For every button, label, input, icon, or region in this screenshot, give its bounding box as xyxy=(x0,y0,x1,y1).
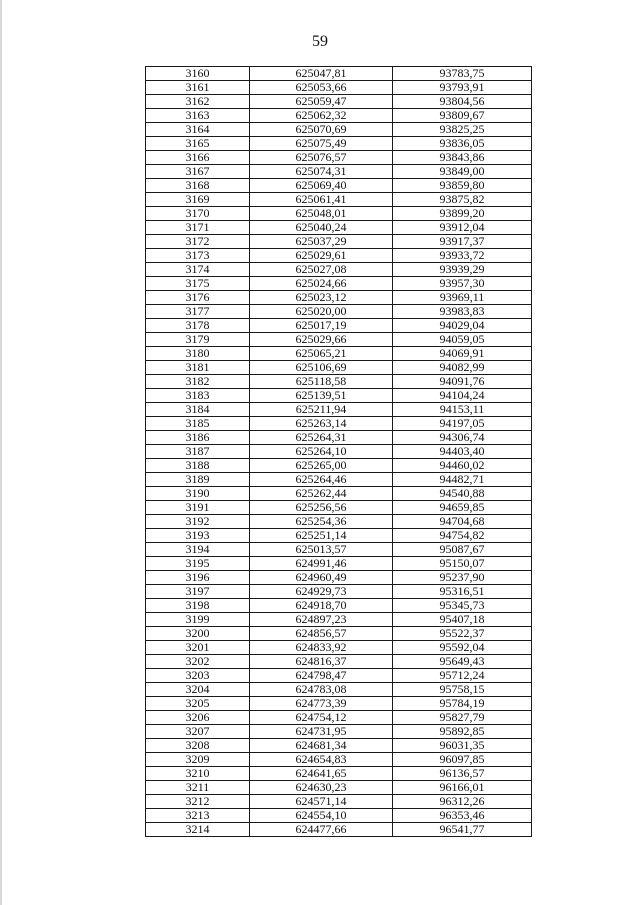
point-number-cell: 3175 xyxy=(146,277,250,291)
table-row xyxy=(146,655,532,669)
table-row xyxy=(146,543,532,557)
y-coordinate-cell: 94029,04 xyxy=(393,319,532,333)
table-row xyxy=(146,319,532,333)
point-number-cell: 3173 xyxy=(146,249,250,263)
point-number-cell: 3194 xyxy=(146,543,250,557)
x-coordinate-cell: 625265,00 xyxy=(250,459,393,473)
y-coordinate-cell: 96136,57 xyxy=(393,767,532,781)
x-coordinate-cell: 625059,47 xyxy=(250,95,393,109)
table-row xyxy=(146,375,532,389)
table-row xyxy=(146,151,532,165)
table-row xyxy=(146,641,532,655)
y-coordinate-cell: 96312,26 xyxy=(393,795,532,809)
point-number-cell: 3199 xyxy=(146,613,250,627)
x-coordinate-cell: 624960,49 xyxy=(250,571,393,585)
point-number-cell: 3212 xyxy=(146,795,250,809)
point-number-cell: 3195 xyxy=(146,557,250,571)
point-number-cell: 3176 xyxy=(146,291,250,305)
y-coordinate-cell: 93843,86 xyxy=(393,151,532,165)
table-row xyxy=(146,501,532,515)
point-number-cell: 3172 xyxy=(146,235,250,249)
x-coordinate-cell: 625139,51 xyxy=(250,389,393,403)
y-coordinate-cell: 95316,51 xyxy=(393,585,532,599)
table-row xyxy=(146,291,532,305)
point-number-cell: 3165 xyxy=(146,137,250,151)
x-coordinate-cell: 625020,00 xyxy=(250,305,393,319)
point-number-cell: 3193 xyxy=(146,529,250,543)
point-number-cell: 3196 xyxy=(146,571,250,585)
y-coordinate-cell: 94091,76 xyxy=(393,375,532,389)
y-coordinate-cell: 94069,91 xyxy=(393,347,532,361)
y-coordinate-cell: 94403,40 xyxy=(393,445,532,459)
x-coordinate-cell: 625264,46 xyxy=(250,473,393,487)
coordinates-table xyxy=(145,66,532,837)
y-coordinate-cell: 95592,04 xyxy=(393,641,532,655)
point-number-cell: 3164 xyxy=(146,123,250,137)
x-coordinate-cell: 625074,31 xyxy=(250,165,393,179)
table-row xyxy=(146,795,532,809)
table-row xyxy=(146,123,532,137)
x-coordinate-cell: 625013,57 xyxy=(250,543,393,557)
x-coordinate-cell: 625053,66 xyxy=(250,81,393,95)
point-number-cell: 3209 xyxy=(146,753,250,767)
table-row xyxy=(146,767,532,781)
y-coordinate-cell: 96541,77 xyxy=(393,823,532,837)
table-row xyxy=(146,781,532,795)
y-coordinate-cell: 93809,67 xyxy=(393,109,532,123)
y-coordinate-cell: 94306,74 xyxy=(393,431,532,445)
table-row xyxy=(146,347,532,361)
point-number-cell: 3214 xyxy=(146,823,250,837)
point-number-cell: 3174 xyxy=(146,263,250,277)
y-coordinate-cell: 93836,05 xyxy=(393,137,532,151)
y-coordinate-cell: 93849,00 xyxy=(393,165,532,179)
point-number-cell: 3181 xyxy=(146,361,250,375)
point-number-cell: 3213 xyxy=(146,809,250,823)
point-number-cell: 3202 xyxy=(146,655,250,669)
x-coordinate-cell: 624630,23 xyxy=(250,781,393,795)
y-coordinate-cell: 93939,29 xyxy=(393,263,532,277)
y-coordinate-cell: 94104,24 xyxy=(393,389,532,403)
table-row xyxy=(146,277,532,291)
x-coordinate-cell: 624929,73 xyxy=(250,585,393,599)
point-number-cell: 3204 xyxy=(146,683,250,697)
x-coordinate-cell: 625061,41 xyxy=(250,193,393,207)
page-number: 59 xyxy=(312,33,328,50)
y-coordinate-cell: 93983,83 xyxy=(393,305,532,319)
x-coordinate-cell: 625118,58 xyxy=(250,375,393,389)
table-row xyxy=(146,529,532,543)
x-coordinate-cell: 625048,01 xyxy=(250,207,393,221)
x-coordinate-cell: 624641,65 xyxy=(250,767,393,781)
y-coordinate-cell: 95892,85 xyxy=(393,725,532,739)
y-coordinate-cell: 93969,11 xyxy=(393,291,532,305)
y-coordinate-cell: 95087,67 xyxy=(393,543,532,557)
coordinates-table-body xyxy=(146,67,532,837)
x-coordinate-cell: 625037,29 xyxy=(250,235,393,249)
point-number-cell: 3160 xyxy=(146,67,250,81)
point-number-cell: 3166 xyxy=(146,151,250,165)
point-number-cell: 3208 xyxy=(146,739,250,753)
table-row xyxy=(146,137,532,151)
table-row xyxy=(146,305,532,319)
table-row xyxy=(146,235,532,249)
table-row xyxy=(146,739,532,753)
point-number-cell: 3184 xyxy=(146,403,250,417)
point-number-cell: 3187 xyxy=(146,445,250,459)
x-coordinate-cell: 625251,14 xyxy=(250,529,393,543)
table-row xyxy=(146,753,532,767)
y-coordinate-cell: 93917,37 xyxy=(393,235,532,249)
x-coordinate-cell: 625017,19 xyxy=(250,319,393,333)
point-number-cell: 3167 xyxy=(146,165,250,179)
point-number-cell: 3177 xyxy=(146,305,250,319)
table-row xyxy=(146,179,532,193)
y-coordinate-cell: 93804,56 xyxy=(393,95,532,109)
y-coordinate-cell: 95237,90 xyxy=(393,571,532,585)
point-number-cell: 3185 xyxy=(146,417,250,431)
y-coordinate-cell: 95345,73 xyxy=(393,599,532,613)
point-number-cell: 3169 xyxy=(146,193,250,207)
table-row xyxy=(146,165,532,179)
x-coordinate-cell: 624554,10 xyxy=(250,809,393,823)
table-row xyxy=(146,557,532,571)
x-coordinate-cell: 625023,12 xyxy=(250,291,393,305)
x-coordinate-cell: 625264,31 xyxy=(250,431,393,445)
y-coordinate-cell: 94082,99 xyxy=(393,361,532,375)
y-coordinate-cell: 94754,82 xyxy=(393,529,532,543)
y-coordinate-cell: 95649,43 xyxy=(393,655,532,669)
y-coordinate-cell: 94704,68 xyxy=(393,515,532,529)
x-coordinate-cell: 625075,49 xyxy=(250,137,393,151)
y-coordinate-cell: 94540,88 xyxy=(393,487,532,501)
table-row xyxy=(146,669,532,683)
x-coordinate-cell: 624798,47 xyxy=(250,669,393,683)
x-coordinate-cell: 625027,08 xyxy=(250,263,393,277)
x-coordinate-cell: 624918,70 xyxy=(250,599,393,613)
point-number-cell: 3200 xyxy=(146,627,250,641)
x-coordinate-cell: 625254,36 xyxy=(250,515,393,529)
y-coordinate-cell: 93859,80 xyxy=(393,179,532,193)
table-row xyxy=(146,613,532,627)
point-number-cell: 3183 xyxy=(146,389,250,403)
table-row xyxy=(146,627,532,641)
scan-edge xyxy=(0,0,2,905)
table-row xyxy=(146,403,532,417)
x-coordinate-cell: 625029,61 xyxy=(250,249,393,263)
y-coordinate-cell: 96166,01 xyxy=(393,781,532,795)
point-number-cell: 3162 xyxy=(146,95,250,109)
y-coordinate-cell: 93912,04 xyxy=(393,221,532,235)
y-coordinate-cell: 93899,20 xyxy=(393,207,532,221)
table-row xyxy=(146,67,532,81)
x-coordinate-cell: 624833,92 xyxy=(250,641,393,655)
x-coordinate-cell: 625106,69 xyxy=(250,361,393,375)
x-coordinate-cell: 624654,83 xyxy=(250,753,393,767)
y-coordinate-cell: 94482,71 xyxy=(393,473,532,487)
point-number-cell: 3168 xyxy=(146,179,250,193)
table-row xyxy=(146,809,532,823)
y-coordinate-cell: 94460,02 xyxy=(393,459,532,473)
point-number-cell: 3163 xyxy=(146,109,250,123)
point-number-cell: 3161 xyxy=(146,81,250,95)
point-number-cell: 3179 xyxy=(146,333,250,347)
y-coordinate-cell: 95758,15 xyxy=(393,683,532,697)
y-coordinate-cell: 96097,85 xyxy=(393,753,532,767)
table-row xyxy=(146,697,532,711)
x-coordinate-cell: 625069,40 xyxy=(250,179,393,193)
table-row xyxy=(146,109,532,123)
table-row xyxy=(146,459,532,473)
point-number-cell: 3207 xyxy=(146,725,250,739)
x-coordinate-cell: 624773,39 xyxy=(250,697,393,711)
point-number-cell: 3182 xyxy=(146,375,250,389)
x-coordinate-cell: 624477,66 xyxy=(250,823,393,837)
x-coordinate-cell: 625029,66 xyxy=(250,333,393,347)
table-row xyxy=(146,515,532,529)
x-coordinate-cell: 624571,14 xyxy=(250,795,393,809)
point-number-cell: 3170 xyxy=(146,207,250,221)
point-number-cell: 3205 xyxy=(146,697,250,711)
table-row xyxy=(146,431,532,445)
point-number-cell: 3186 xyxy=(146,431,250,445)
x-coordinate-cell: 625256,56 xyxy=(250,501,393,515)
x-coordinate-cell: 624816,37 xyxy=(250,655,393,669)
table-row xyxy=(146,389,532,403)
y-coordinate-cell: 94659,85 xyxy=(393,501,532,515)
y-coordinate-cell: 93933,72 xyxy=(393,249,532,263)
x-coordinate-cell: 624731,95 xyxy=(250,725,393,739)
table-row xyxy=(146,585,532,599)
point-number-cell: 3191 xyxy=(146,501,250,515)
point-number-cell: 3189 xyxy=(146,473,250,487)
y-coordinate-cell: 94059,05 xyxy=(393,333,532,347)
y-coordinate-cell: 93875,82 xyxy=(393,193,532,207)
table-row xyxy=(146,473,532,487)
y-coordinate-cell: 93783,75 xyxy=(393,67,532,81)
x-coordinate-cell: 625047,81 xyxy=(250,67,393,81)
y-coordinate-cell: 93957,30 xyxy=(393,277,532,291)
x-coordinate-cell: 625040,24 xyxy=(250,221,393,235)
x-coordinate-cell: 625262,44 xyxy=(250,487,393,501)
y-coordinate-cell: 93825,25 xyxy=(393,123,532,137)
table-row xyxy=(146,361,532,375)
table-row xyxy=(146,221,532,235)
point-number-cell: 3210 xyxy=(146,767,250,781)
table-row xyxy=(146,417,532,431)
y-coordinate-cell: 95150,07 xyxy=(393,557,532,571)
x-coordinate-cell: 624681,34 xyxy=(250,739,393,753)
y-coordinate-cell: 95407,18 xyxy=(393,613,532,627)
point-number-cell: 3188 xyxy=(146,459,250,473)
table-row xyxy=(146,571,532,585)
point-number-cell: 3201 xyxy=(146,641,250,655)
x-coordinate-cell: 624783,08 xyxy=(250,683,393,697)
point-number-cell: 3192 xyxy=(146,515,250,529)
table-row xyxy=(146,599,532,613)
point-number-cell: 3211 xyxy=(146,781,250,795)
table-row xyxy=(146,725,532,739)
x-coordinate-cell: 624897,23 xyxy=(250,613,393,627)
x-coordinate-cell: 625024,66 xyxy=(250,277,393,291)
x-coordinate-cell: 624754,12 xyxy=(250,711,393,725)
x-coordinate-cell: 625264,10 xyxy=(250,445,393,459)
table-row xyxy=(146,193,532,207)
point-number-cell: 3180 xyxy=(146,347,250,361)
point-number-cell: 3171 xyxy=(146,221,250,235)
table-row xyxy=(146,81,532,95)
point-number-cell: 3197 xyxy=(146,585,250,599)
x-coordinate-cell: 625076,57 xyxy=(250,151,393,165)
point-number-cell: 3178 xyxy=(146,319,250,333)
y-coordinate-cell: 95827,79 xyxy=(393,711,532,725)
table-row xyxy=(146,683,532,697)
y-coordinate-cell: 95522,37 xyxy=(393,627,532,641)
y-coordinate-cell: 96353,46 xyxy=(393,809,532,823)
table-row xyxy=(146,249,532,263)
table-row xyxy=(146,487,532,501)
table-row xyxy=(146,95,532,109)
y-coordinate-cell: 95784,19 xyxy=(393,697,532,711)
x-coordinate-cell: 624856,57 xyxy=(250,627,393,641)
x-coordinate-cell: 625065,21 xyxy=(250,347,393,361)
table-row xyxy=(146,711,532,725)
y-coordinate-cell: 95712,24 xyxy=(393,669,532,683)
x-coordinate-cell: 625211,94 xyxy=(250,403,393,417)
x-coordinate-cell: 625263,14 xyxy=(250,417,393,431)
table-row xyxy=(146,263,532,277)
x-coordinate-cell: 625062,32 xyxy=(250,109,393,123)
point-number-cell: 3190 xyxy=(146,487,250,501)
table-row xyxy=(146,823,532,837)
y-coordinate-cell: 96031,35 xyxy=(393,739,532,753)
x-coordinate-cell: 625070,69 xyxy=(250,123,393,137)
table-row xyxy=(146,333,532,347)
point-number-cell: 3206 xyxy=(146,711,250,725)
y-coordinate-cell: 94153,11 xyxy=(393,403,532,417)
y-coordinate-cell: 93793,91 xyxy=(393,81,532,95)
point-number-cell: 3203 xyxy=(146,669,250,683)
table-row xyxy=(146,445,532,459)
y-coordinate-cell: 94197,05 xyxy=(393,417,532,431)
point-number-cell: 3198 xyxy=(146,599,250,613)
table-row xyxy=(146,207,532,221)
x-coordinate-cell: 624991,46 xyxy=(250,557,393,571)
